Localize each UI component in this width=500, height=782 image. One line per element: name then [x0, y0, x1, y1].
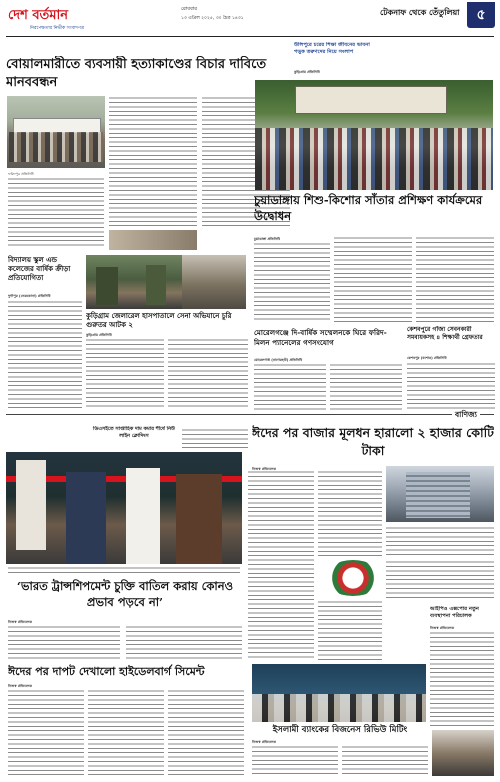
headline-transhipment: [8, 578, 242, 618]
body-kurigram-1: [86, 338, 164, 408]
headline-dse-text: ডিএসইতে সাপ্তাহিক দাম কমার শীর্ষে নিউ লাইন ক্লোদিংস: [93, 426, 175, 439]
credit-heidelberg: নিজস্ব প্রতিবেদক: [8, 684, 33, 688]
headline-heidelberg: [8, 664, 244, 682]
credit-kurigram: কুড়িগ্রাম প্রতিনিধি: [86, 333, 112, 337]
body-chuadanga-2: [334, 236, 412, 322]
headline-keshabpur-text: কেশবপুরে গাঁজা সেবনকারী সমবায়কসহ ৪ শিক্ষার্থী গ্রেফতার: [407, 326, 483, 342]
headline-morelganj: [254, 328, 402, 356]
body-chuadanga-3: [416, 236, 494, 322]
masthead: [0, 0, 500, 44]
body-heidelberg-3: [168, 689, 244, 777]
body-keshabpur: [407, 362, 495, 410]
headline-boalmari: [6, 56, 294, 94]
credit-sports: দুর্গাপুর (নেত্রকোনা) প্রতিনিধি: [8, 294, 51, 298]
body-morelganj-1: [254, 363, 326, 411]
photo-boalmari-2: [109, 230, 197, 250]
body-chuadanga-1: [254, 242, 330, 322]
photo-army-raid-2: [182, 255, 246, 309]
page-number: ৫: [476, 7, 486, 23]
section-label: বাণিজ্য: [452, 410, 480, 422]
headline-morelganj-text: মোরেলগঞ্জে দি-বার্ষিক সম্মেলনকে ঘিরে ফরিদ-মিলন প্যানেলের গণসংযোগ: [254, 328, 387, 347]
body-morelganj-2: [330, 363, 402, 411]
body-market-cap-3: [318, 600, 382, 660]
body-dse-2: [248, 470, 314, 660]
body-heidelberg-1: [8, 689, 84, 777]
body-ipo: [430, 631, 494, 727]
headline-ipo-text: আইপিও এক্সপোর নতুন ব্যবস্থাপনা পরিচালক: [430, 606, 479, 619]
credit-ipo: নিজস্ব প্রতিবেদক: [430, 626, 455, 630]
headline-heidelberg-text: ঈদের পর দাপট দেখালো হাইডেলবার্গ সিমেন্ট: [8, 665, 205, 678]
photo-swimming: [255, 80, 493, 190]
body-islami-bank-2: [342, 745, 428, 777]
headline-sports: [8, 255, 82, 291]
credit-market-cap: নিজস্ব প্রতিবেদক: [252, 467, 277, 471]
body-market-cap-4: [386, 560, 494, 600]
bank-logo-icon: [324, 560, 382, 596]
body-islami-bank-1: [252, 745, 338, 777]
body-boalmari-1: [8, 177, 104, 247]
headline-kurigram: [86, 311, 246, 331]
body-transhipment-2: [126, 625, 242, 659]
photo-ribbon-cutting: [6, 452, 242, 564]
section-rule: [6, 414, 494, 415]
credit-ulipur: কুড়িগ্রাম প্রতিনিধি: [294, 70, 320, 74]
body-kurigram-2: [168, 338, 248, 408]
credit-transhipment: নিজস্ব প্রতিবেদক: [8, 620, 33, 624]
photo-bank-meeting: [252, 664, 426, 722]
masthead-rule: [6, 36, 494, 37]
headline-ulipur-text: উলিপুরে চরের শিক্ষা জীবনের ভাবনা পড়ুক তরুণদের নিয়ে সংলাপ: [294, 42, 370, 55]
headline-islami-bank: [252, 724, 428, 738]
photo-stock-building: [386, 466, 494, 522]
logo-text: দেশ বর্তমান: [8, 8, 69, 23]
photo-ipo-md: [432, 730, 494, 776]
tagline: নিরপেক্ষতার নির্ভীক সংবাদপত্র: [30, 26, 85, 31]
body-boalmari-2: [109, 96, 197, 228]
masthead-day: রোববার: [181, 6, 197, 12]
photo-credit-faridpur: ফরিদপুর প্রতিনিধি: [8, 172, 34, 176]
headline-boalmari-text: বোয়ালমারীতে ব্যবসায়ী হত্যাকাণ্ডের বিচার দাবিতে মানববন্ধন: [6, 57, 267, 90]
credit-chuadanga: চুয়াডাঙ্গা প্রতিনিধি: [254, 237, 281, 241]
headline-islami-bank-text: ইসলামী ব্যাংকের বিজনেস রিভিউ মিটিং: [272, 725, 408, 735]
headline-chuadanga-text: চুয়াডাঙ্গায় শিশু-কিশোর সাঁতার প্রশিক্ষণ কার্যক্রমের উদ্বোধন: [254, 193, 483, 223]
body-market-cap-1: [318, 470, 382, 556]
headline-kurigram-text: কুড়িগ্রাম জেলারেল হাসপাতালে সেনা অভিযানে চুরি গুরুতর আটক ২: [86, 311, 232, 329]
body-market-cap-2: [386, 526, 494, 556]
photo-army-raid: [86, 255, 182, 309]
headline-market-cap: [252, 424, 494, 464]
credit-islami-bank: নিজস্ব প্রতিবেদক: [252, 740, 277, 744]
photo-human-chain: [7, 96, 105, 168]
credit-morelganj: মোরেলগঞ্জ (বাগেরহাট) প্রতিনিধি: [254, 358, 303, 362]
headline-transhipment-text: ‘ভারত ট্রান্সশিপমেন্ট চুক্তি বাতিল করায় কোনও প্রভাব পড়বে না’: [16, 579, 234, 609]
body-transhipment-1: [8, 625, 120, 659]
headline-keshabpur: [407, 326, 495, 354]
body-sports: [8, 300, 82, 410]
masthead-date: ১৩ এপ্রিল ২০২৫, ৩০ চৈত্র ১৪৩১: [181, 16, 244, 21]
headline-ipo: [430, 606, 496, 624]
headline-dse: [88, 426, 180, 454]
body-dse-1: [182, 428, 248, 450]
top-right-headline: টেকনাফ থেকে তেঁতুলিয়া: [380, 7, 460, 17]
headline-sports-text: বিদ্যালয় স্কুল এন্ড কলেজের বার্ষিক ক্রীড়া প্রতিযোগিতা: [8, 255, 71, 282]
page-number-tab: [467, 2, 495, 28]
headline-chuadanga: [254, 192, 494, 232]
headline-market-cap-text: ঈদের পর বাজার মূলধন হারালো ২ হাজার কোটি টাকা: [252, 425, 494, 458]
credit-keshabpur: কেশবপুর (যশোর) প্রতিনিধি: [407, 356, 447, 360]
photo-caption-ribbon: [8, 566, 240, 574]
body-heidelberg-2: [88, 689, 164, 777]
